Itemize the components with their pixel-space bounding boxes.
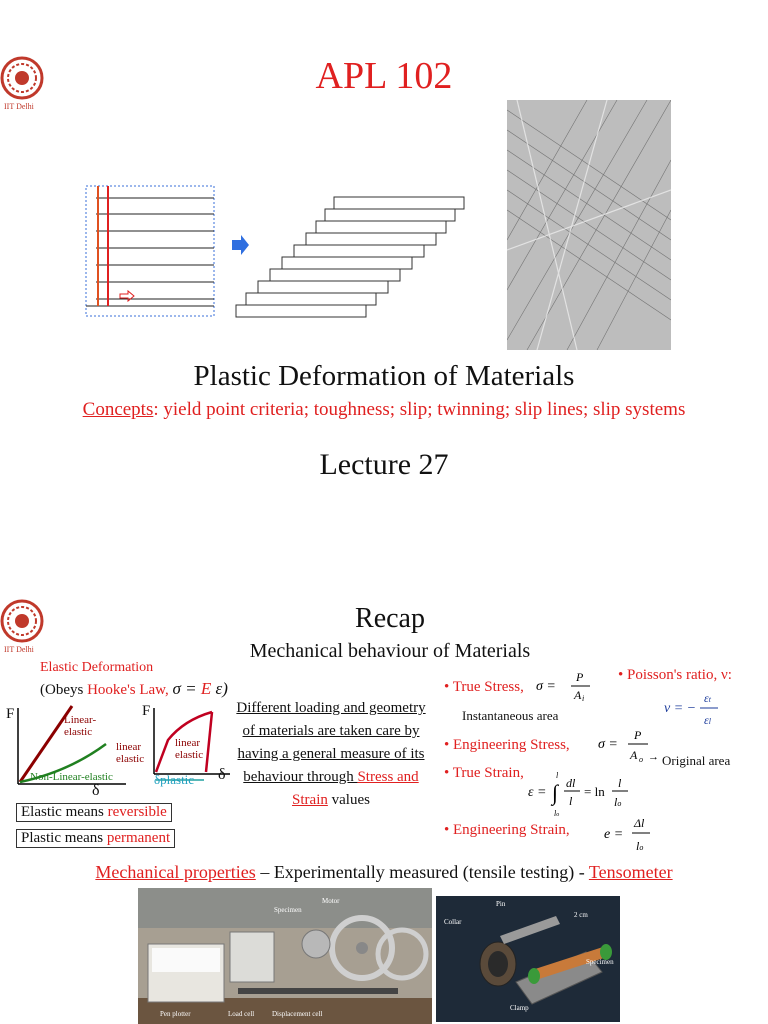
- svg-text:P: P: [634, 728, 642, 742]
- elastic-reversible-box: [16, 803, 172, 822]
- hookes-law: Hooke's Law,: [87, 682, 169, 698]
- slide-heading: Plastic Deformation of Materials: [193, 360, 575, 392]
- engineering-stress-bullet: • Engineering Stress,: [444, 737, 570, 753]
- engineering-strain-formula: [604, 810, 660, 862]
- photo2-clamp-label: Clamp: [510, 1004, 529, 1012]
- engineering-strain-bullet: • Engineering Strain,: [444, 822, 570, 838]
- mechanical-properties-line: [0, 862, 768, 883]
- poisson-label: Poisson's ratio, ν:: [627, 667, 732, 683]
- svg-text:dl: dl: [566, 776, 576, 790]
- true-stress-bullet: • True Stress,: [444, 679, 524, 695]
- svg-text:= ln: = ln: [584, 784, 605, 799]
- svg-text:ε =: ε =: [528, 785, 547, 800]
- obeys-text: (Obeys: [40, 682, 88, 698]
- photo1-motor-label: Motor: [322, 897, 340, 905]
- svg-text:lo: lo: [614, 795, 622, 809]
- svg-text:Δl: Δl: [634, 816, 645, 830]
- true-strain-bullet: • True Strain,: [444, 765, 524, 781]
- svg-text:σ =: σ =: [536, 679, 556, 694]
- middle-text-2: values: [327, 792, 370, 808]
- photo1-displacement-label: Displacement cell: [272, 1010, 323, 1018]
- engineering-strain-label: Engineering Strain,: [453, 822, 570, 838]
- svg-text:A: A: [574, 688, 582, 702]
- logo-label-2: IIT Delhi: [4, 645, 34, 654]
- graph2-delta-plastic: δplastic: [154, 772, 195, 787]
- true-strain-label: True Strain,: [452, 765, 524, 781]
- graph2-linear-inner: linear elastic: [175, 737, 204, 761]
- svg-text:l: l: [569, 794, 573, 808]
- permanent: permanent: [106, 830, 171, 846]
- mech-props-label: Mechanical properties: [95, 862, 256, 882]
- photo1-specimen-label: Specimen: [274, 906, 302, 914]
- slip-lines-micrograph: [507, 100, 671, 350]
- svg-text:A: A: [630, 748, 638, 762]
- loading-geometry-text: [234, 697, 428, 812]
- graph1-nonlinear-label: Non-Linear-elastic: [30, 771, 113, 783]
- mech-props-text: – Experimentally measured (tensile testing) -: [255, 862, 589, 882]
- svg-text:P: P: [576, 670, 584, 684]
- tensometer-label: Tensometer: [588, 862, 673, 882]
- svg-text:→: →: [648, 751, 659, 763]
- svg-text:ν = −: ν = −: [664, 701, 697, 716]
- arrow-right-icon: [232, 235, 249, 255]
- formula-eps: ε): [211, 679, 228, 698]
- slide-title: APL 102: [315, 55, 453, 97]
- elastic-means: Elastic means: [21, 804, 108, 820]
- svg-text:l: l: [556, 771, 559, 780]
- svg-text:∫: ∫: [552, 780, 559, 805]
- graph1-linear-label: Linear-elastic: [64, 714, 97, 738]
- svg-text:εt: εt: [704, 691, 711, 705]
- svg-text:lo: lo: [554, 809, 560, 818]
- stress-strain-text: Stress and Strain: [292, 769, 419, 808]
- photo2-pin-label: Pin: [496, 900, 506, 908]
- svg-text:e =: e =: [604, 827, 624, 842]
- photo1-load-cell-label: Load cell: [228, 1010, 255, 1018]
- original-area-label: Original area: [662, 753, 731, 768]
- svg-text:lo: lo: [636, 839, 644, 853]
- lecture-number: Lecture 27: [319, 448, 449, 481]
- graph1-y-axis: F: [6, 706, 15, 722]
- engineering-stress-label: Engineering Stress,: [453, 737, 570, 753]
- plastic-means: Plastic means: [21, 830, 107, 846]
- concepts-text: : yield point criteria; toughness; slip; twinning; slip lines; slip systems: [153, 399, 686, 420]
- svg-text:o: o: [639, 755, 643, 764]
- concepts-label: Concepts: [82, 399, 154, 420]
- graph2-linear-left: linear elastic: [116, 741, 145, 765]
- middle-text-1: Different loading and geometry of materials are taken care by having a general measure of its behaviour through: [236, 700, 426, 785]
- graph1-x-axis: δ: [92, 782, 100, 799]
- engineering-stress-formula: [598, 726, 662, 766]
- formula-sigma: σ =: [172, 679, 201, 698]
- reversible: reversible: [107, 804, 167, 820]
- svg-text:εl: εl: [704, 713, 711, 727]
- recap-title: Recap: [355, 603, 425, 634]
- svg-text:i: i: [582, 694, 585, 702]
- slip-diagram: [82, 182, 472, 324]
- true-stress-formula: [536, 668, 596, 702]
- photo2-collar-label: Collar: [444, 918, 462, 926]
- formula-E: E: [200, 679, 212, 698]
- true-stress-label: True Stress,: [452, 679, 524, 695]
- svg-text:σ =: σ =: [598, 737, 618, 752]
- poisson-bullet: • Poisson's ratio, ν:: [618, 667, 732, 683]
- instantaneous-area-label: Instantaneous area: [462, 708, 559, 723]
- graph2-x-axis: δ: [218, 766, 226, 783]
- photo2-specimen-label: Specimen: [586, 958, 614, 966]
- recap-subtitle: Mechanical behaviour of Materials: [249, 640, 531, 662]
- logo-label: IIT Delhi: [4, 102, 34, 111]
- svg-text:l: l: [618, 776, 622, 790]
- photo2-scale-label: 2 cm: [574, 911, 588, 919]
- hooke-formula: [173, 679, 228, 698]
- plastic-permanent-box: [16, 829, 175, 848]
- concepts-line: [0, 399, 768, 421]
- photo1-pen-plotter-label: Pen plotter: [160, 1010, 191, 1018]
- graph2-y-axis: F: [142, 703, 151, 719]
- elastic-deformation-label: Elastic Deformation: [40, 660, 154, 675]
- poisson-formula: [662, 688, 732, 732]
- hookes-law-line: [40, 679, 228, 699]
